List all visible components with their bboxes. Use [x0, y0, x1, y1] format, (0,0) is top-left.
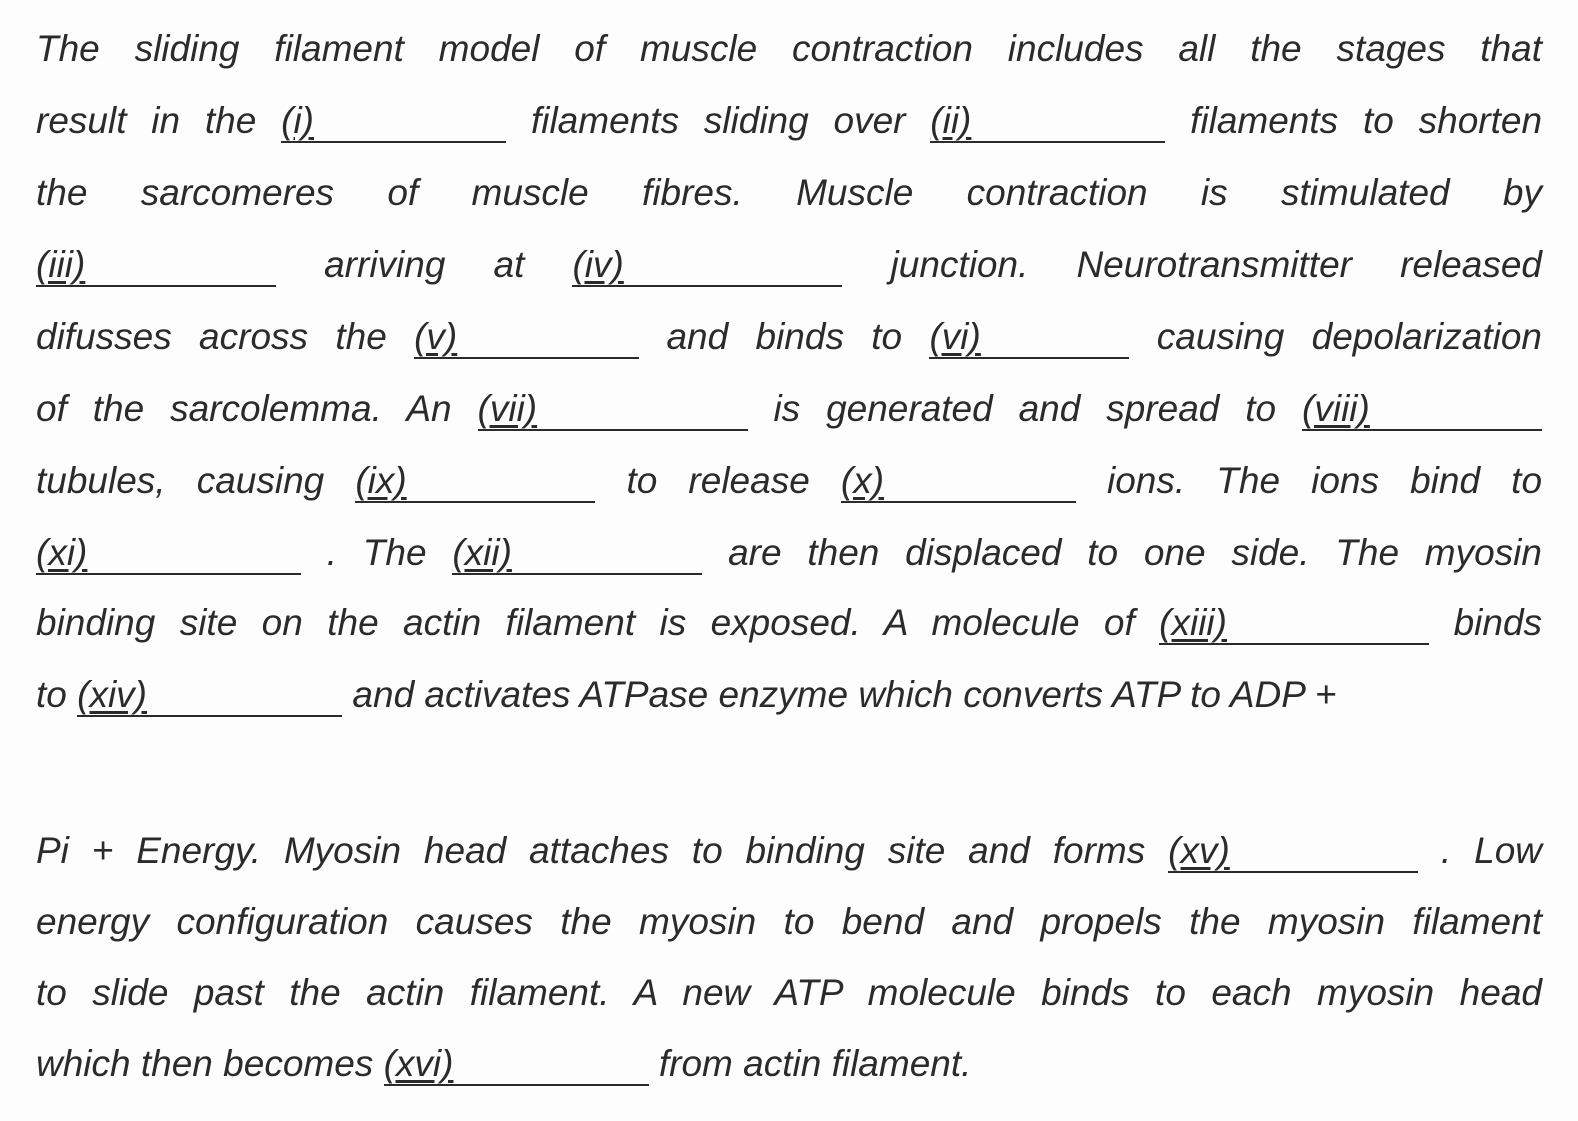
passage-text: which then becomes — [36, 1043, 374, 1084]
blank-xv[interactable]: (xv) — [1168, 831, 1418, 873]
passage-text: to — [36, 674, 67, 715]
passage-text: filaments to shorten — [1190, 100, 1543, 141]
blank-xi[interactable]: (xi) — [36, 533, 301, 575]
passage-line-8 — [36, 528, 1542, 578]
passage-line-7 — [36, 456, 1542, 506]
blank-xiv[interactable]: (xiv) — [77, 675, 342, 717]
passage-text: causing depolarization — [1156, 316, 1543, 357]
passage-text: . Low — [1441, 830, 1543, 871]
blank-xii[interactable]: (xii) — [452, 533, 702, 575]
blank-iv[interactable]: (iv) — [572, 245, 842, 287]
blank-v[interactable]: (v) — [414, 317, 639, 359]
blank-ix[interactable]: (ix) — [355, 461, 595, 503]
passage-text: from actin filament. — [658, 1043, 972, 1084]
passage-text: junction. Neurotransmitter released — [890, 244, 1542, 285]
passage-text: and activates ATPase enzyme which converts ATP to ADP + — [352, 674, 1337, 715]
passage-text: to slide past the actin filament. A new ATP molecule binds to each myosin head — [36, 972, 1542, 1013]
blank-xvi[interactable]: (xvi) — [384, 1044, 649, 1086]
passage-line-3 — [36, 168, 1542, 218]
passage-text: . The — [326, 532, 427, 573]
blank-vi[interactable]: (vi) — [929, 317, 1129, 359]
passage-text: is generated and spread to — [773, 388, 1277, 429]
blank-x[interactable]: (x) — [841, 461, 1076, 503]
blank-ii[interactable]: (ii) — [930, 101, 1165, 143]
passage-line-6 — [36, 384, 1542, 434]
blank-iii[interactable]: (iii) — [36, 245, 276, 287]
blank-xiii[interactable]: (xiii) — [1159, 603, 1429, 645]
passage-line-12 — [36, 897, 1542, 947]
passage-line-11 — [36, 826, 1542, 876]
passage-text: and binds to — [666, 316, 903, 357]
passage-text: tubules, causing — [36, 460, 325, 501]
passage-text: binding site on the actin filament is exposed. A molecule of — [36, 602, 1135, 643]
passage-line-9 — [36, 598, 1542, 648]
passage-text: the sarcomeres of muscle fibres. Muscle contraction is stimulated by — [36, 172, 1542, 213]
passage-text: to release — [626, 460, 810, 501]
passage-line-2 — [36, 96, 1542, 146]
passage-text: binds — [1453, 602, 1543, 643]
blank-viii[interactable]: (viii) — [1302, 389, 1542, 431]
passage-text: are then displaced to one side. The myosin — [728, 532, 1542, 573]
passage-line-5 — [36, 312, 1542, 362]
passage-text: Pi + Energy. Myosin head attaches to binding site and forms — [36, 830, 1146, 871]
passage-text: ions. The ions bind to — [1107, 460, 1543, 501]
passage-line-1 — [36, 24, 1542, 74]
passage-text: of the sarcolemma. An — [36, 388, 452, 429]
passage-line-14 — [36, 1039, 1542, 1089]
passage-text: difusses across the — [36, 316, 387, 357]
passage-text: The sliding filament model of muscle contraction includes all the stages that — [36, 28, 1542, 69]
passage-line-13 — [36, 968, 1542, 1018]
passage-line-10 — [36, 670, 1542, 720]
passage-text: arriving at — [324, 244, 525, 285]
passage-line-4 — [36, 240, 1542, 290]
passage-text: filaments sliding over — [530, 100, 906, 141]
blank-vii[interactable]: (vii) — [478, 389, 748, 431]
passage-text: energy configuration causes the myosin to bend and propels the myosin filament — [36, 901, 1542, 942]
passage-text: result in the — [36, 100, 257, 141]
blank-i[interactable]: (i) — [281, 101, 506, 143]
